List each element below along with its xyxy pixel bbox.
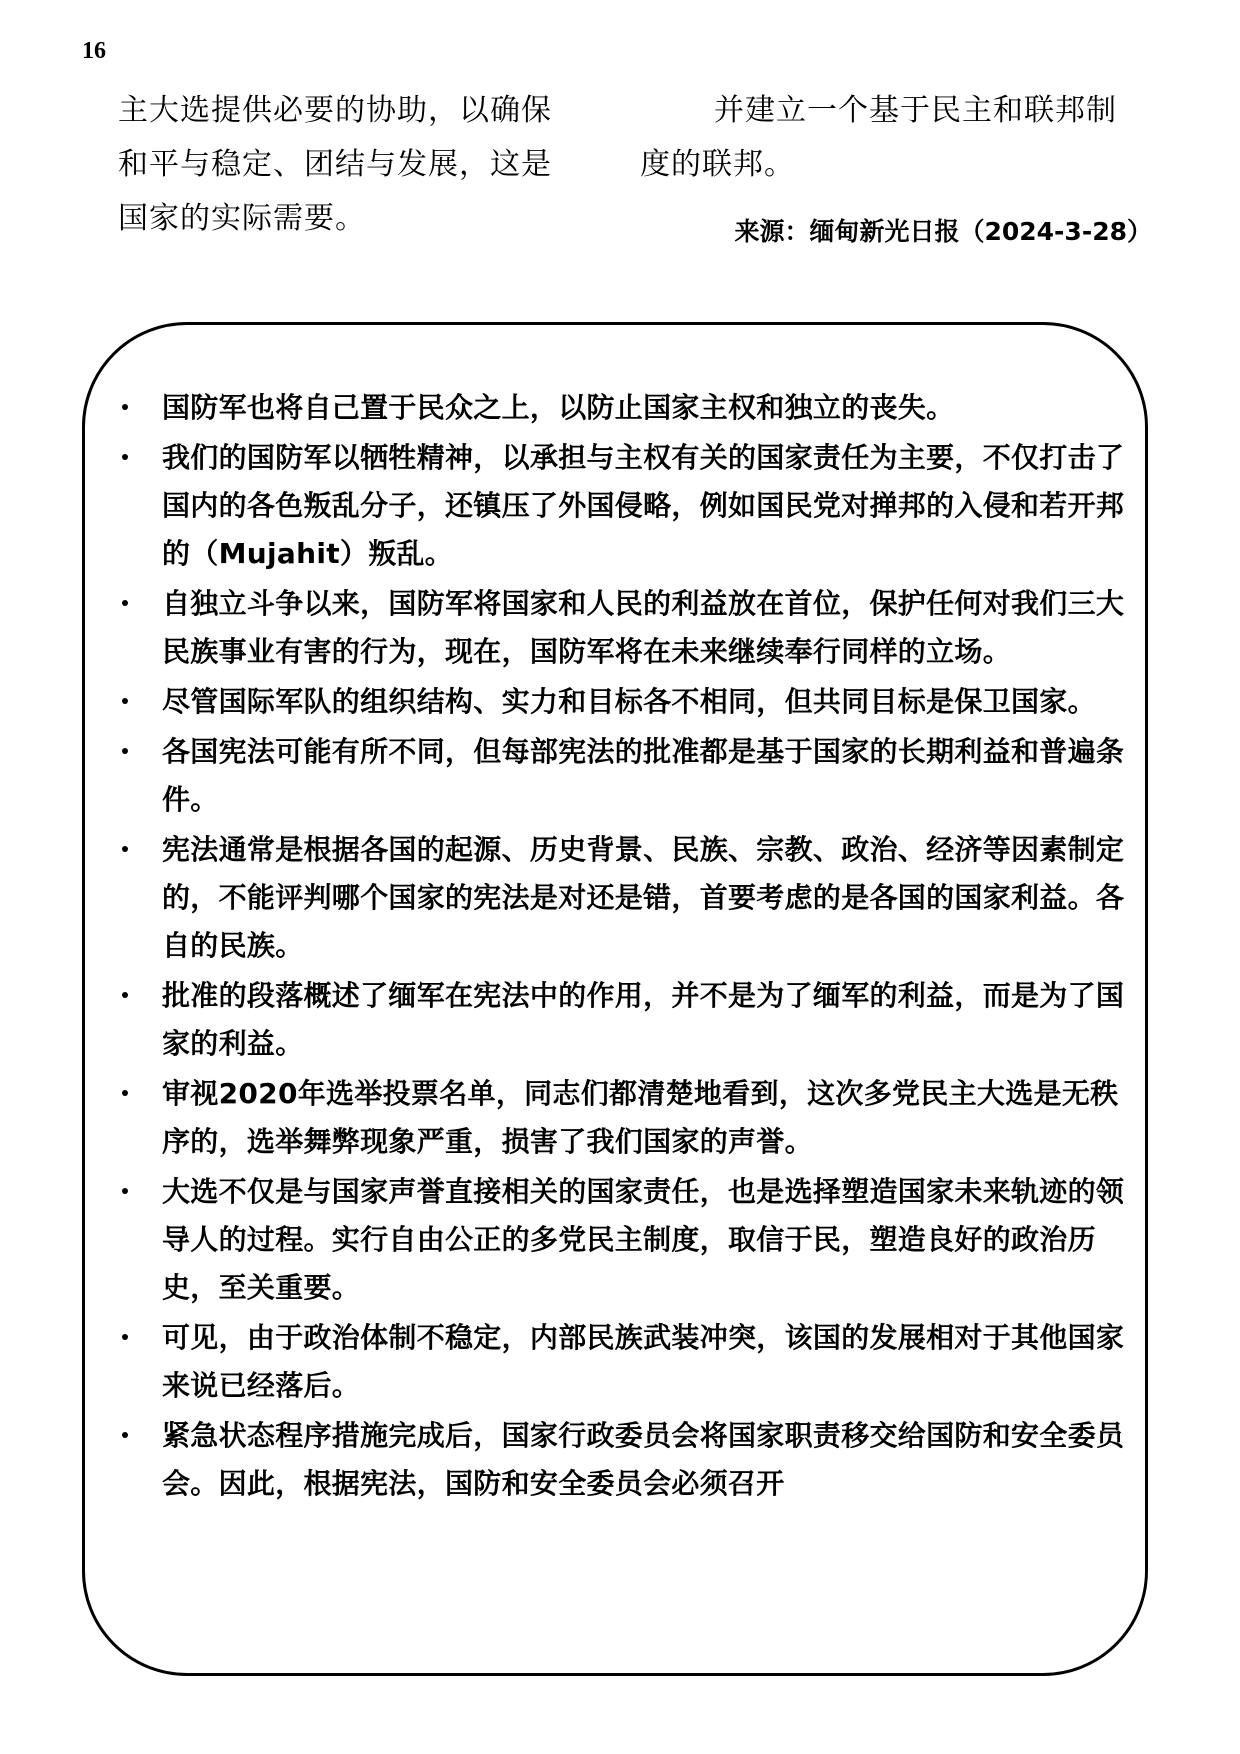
list-item [118, 434, 1130, 578]
text-line: 和平与稳定、团结与发展，这是 [118, 147, 552, 182]
list-item-text: 宪法通常是根据各国的起源、历史背景、民族、宗教、政治、经济等因素制定的，不能评判哪个国家的宪法是对还是错，首要考虑的是各国的国家利益。各自的民族。 [162, 833, 1125, 962]
bullet-icon [122, 1334, 128, 1340]
list-item [118, 1168, 1130, 1312]
list-item [118, 678, 1130, 726]
bullet-icon [122, 600, 128, 606]
list-item-text: 国防军也将自己置于民众之上，以防止国家主权和独立的丧失。 [162, 391, 955, 424]
list-item-text: 审视2020年选举投票名单，同志们都清楚地看到，这次多党民主大选是无秩序的，选举舞弊现象严重，损害了我们国家的声誉。 [162, 1077, 1119, 1158]
list-item-text: 我们的国防军以牺牲精神，以承担与主权有关的国家责任为主要，不仅打击了国内的各色叛乱分子，还镇压了外国侵略，例如国民党对掸邦的入侵和若开邦的（Mujahit）叛乱。 [162, 441, 1125, 570]
source-citation: 来源：缅甸新光日报（2024-3-28） [734, 217, 1152, 246]
bullet-icon [122, 1432, 128, 1438]
list-item [118, 826, 1130, 970]
text-line: 国家的实际需要。 [118, 201, 366, 236]
list-item [118, 580, 1130, 676]
list-item-text: 紧急状态程序措施完成后，国家行政委员会将国家职责移交给国防和安全委员会。因此，根据宪法，国防和安全委员会必须召开 [162, 1419, 1125, 1500]
list-item-text: 大选不仅是与国家声誉直接相关的国家责任，也是选择塑造国家未来轨迹的领导人的过程。实行自由公正的多党民主制度，取信于民，塑造良好的政治历史，至关重要。 [162, 1175, 1125, 1304]
bullet-icon [122, 454, 128, 460]
bullet-icon [122, 846, 128, 852]
page-number: 16 [82, 38, 106, 64]
list-item-text: 自独立斗争以来，国防军将国家和人民的利益放在首位，保护任何对我们三大民族事业有害的行为，现在，国防军将在未来继续奉行同样的立场。 [162, 587, 1125, 668]
text-line: 并建立一个基于民主和联邦制 [714, 93, 1117, 128]
bullet-icon [122, 748, 128, 754]
list-item [118, 728, 1130, 824]
continued-text-left-column [118, 84, 638, 246]
text-line: 主大选提供必要的协助，以确保 [118, 93, 552, 128]
text-line: 度的联邦。 [640, 147, 795, 182]
list-item-text: 各国宪法可能有所不同，但每部宪法的批准都是基于国家的长期利益和普遍条件。 [162, 735, 1125, 816]
key-points-list [118, 384, 1130, 1510]
bullet-icon [122, 992, 128, 998]
bullet-icon [122, 1090, 128, 1096]
bullet-icon [122, 698, 128, 704]
list-item [118, 972, 1130, 1068]
list-item [118, 1412, 1130, 1508]
bullet-icon [122, 404, 128, 410]
list-item-text: 尽管国际军队的组织结构、实力和目标各不相同，但共同目标是保卫国家。 [162, 685, 1096, 718]
list-item-text: 可见，由于政治体制不稳定，内部民族武装冲突，该国的发展相对于其他国家来说已经落后。 [162, 1321, 1125, 1402]
bullet-icon [122, 1188, 128, 1194]
list-item-text: 批准的段落概述了缅军在宪法中的作用，并不是为了缅军的利益，而是为了国家的利益。 [162, 979, 1125, 1060]
list-item [118, 1070, 1130, 1166]
list-item [118, 384, 1130, 432]
list-item [118, 1314, 1130, 1410]
